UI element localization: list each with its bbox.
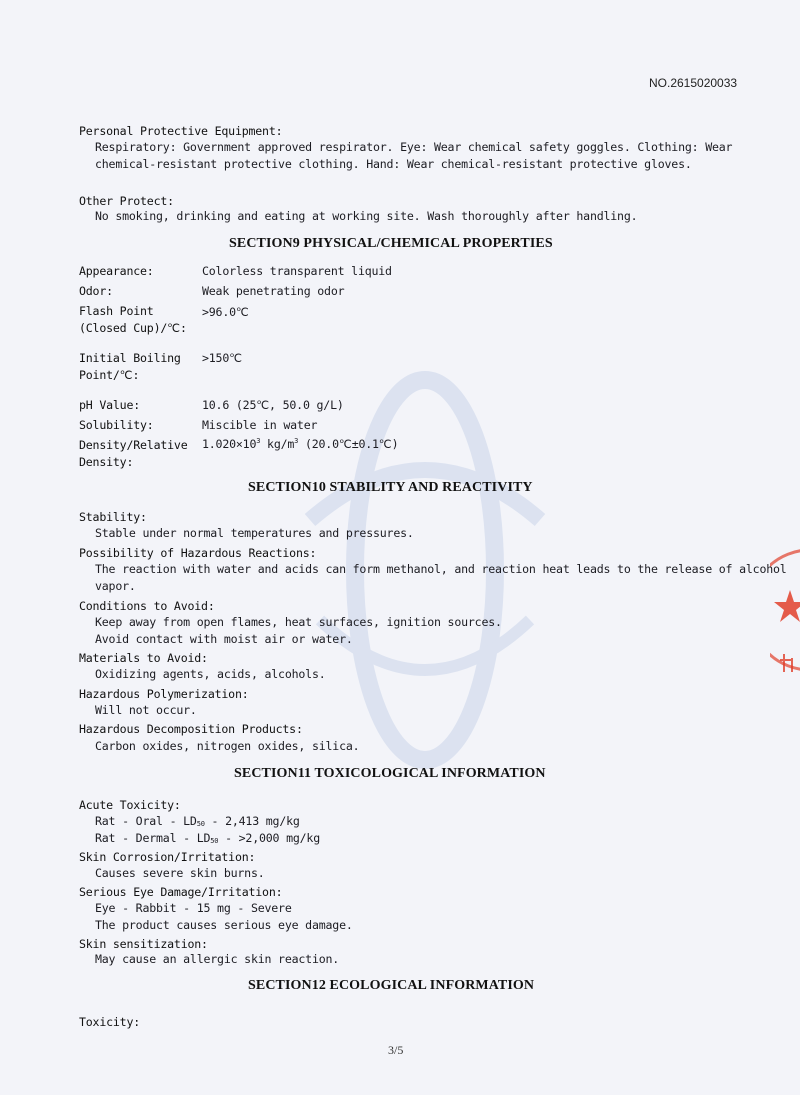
conditions-avoid-label: Conditions to Avoid:	[79, 599, 215, 613]
odor-label: Odor:	[79, 284, 113, 298]
ppe-line-2: chemical-resistant protective clothing. Hand: Wear chemical-resistant protective gloves.	[95, 157, 692, 171]
solubility-label: Solubility:	[79, 418, 154, 432]
hazardous-reactions-line-2: vapor.	[95, 579, 136, 593]
ph-value: 10.6 (25℃, 50.0 g/L)	[202, 398, 344, 412]
polymerization-text: Will not occur.	[95, 703, 197, 717]
boiling-point-label-1: Initial Boiling	[79, 351, 181, 365]
flash-point-label-1: Flash Point	[79, 304, 154, 318]
toxicity-label: Toxicity:	[79, 1015, 141, 1029]
acute-dermal-value: - >2,000 mg/kg	[218, 831, 320, 845]
density-label-1: Density/Relative	[79, 438, 188, 452]
section10-title: SECTION10 STABILITY AND REACTIVITY	[248, 480, 533, 495]
density-value	[202, 437, 398, 451]
other-protect-heading: Other Protect:	[79, 194, 174, 208]
materials-avoid-text: Oxidizing agents, acids, alcohols.	[95, 667, 326, 681]
conditions-avoid-line-2: Avoid contact with moist air or water.	[95, 632, 353, 646]
eye-damage-line-1: Eye - Rabbit - 15 mg - Severe	[95, 901, 292, 915]
flash-point-value: >96.0℃	[202, 305, 249, 319]
acute-toxicity-label: Acute Toxicity:	[79, 798, 181, 812]
acute-dermal-ld50-sub: 50	[210, 837, 219, 845]
sensitization-label: Skin sensitization:	[79, 937, 208, 951]
density-value-unit: kg/m	[260, 437, 295, 451]
ppe-line-1: Respiratory: Government approved respirator. Eye: Wear chemical safety goggles. Clothing: Wear	[95, 140, 733, 154]
density-exponent: 3	[256, 437, 261, 445]
sensitization-text: May cause an allergic skin reaction.	[95, 952, 340, 966]
acute-dermal-prefix: Rat - Dermal - LD	[95, 831, 211, 845]
ppe-heading: Personal Protective Equipment:	[79, 124, 283, 138]
acute-dermal	[95, 831, 320, 845]
other-protect-text: No smoking, drinking and eating at working site. Wash thoroughly after handling.	[95, 209, 638, 223]
section12-title: SECTION12 ECOLOGICAL INFORMATION	[248, 978, 535, 993]
eye-damage-label: Serious Eye Damage/Irritation:	[79, 885, 283, 899]
skin-corrosion-text: Causes severe skin burns.	[95, 866, 265, 880]
density-unit-exponent: 3	[294, 437, 299, 445]
appearance-value: Colorless transparent liquid	[202, 264, 392, 278]
density-label-2: Density:	[79, 455, 134, 469]
materials-avoid-label: Materials to Avoid:	[79, 651, 208, 665]
stability-text: Stable under normal temperatures and pressures.	[95, 526, 414, 540]
stability-label: Stability:	[79, 510, 147, 524]
polymerization-label: Hazardous Polymerization:	[79, 687, 249, 701]
page-number: 3/5	[388, 1043, 404, 1057]
flash-point-label-2: (Closed Cup)/℃:	[79, 321, 187, 335]
odor-value: Weak penetrating odor	[202, 284, 345, 298]
eye-damage-line-2: The product causes serious eye damage.	[95, 918, 353, 932]
section11-title: SECTION11 TOXICOLOGICAL INFORMATION	[234, 766, 546, 781]
density-value-number: 1.020×10	[202, 437, 257, 451]
appearance-label: Appearance:	[79, 264, 154, 278]
seal-stamp	[770, 530, 800, 730]
acute-oral-prefix: Rat - Oral - LD	[95, 814, 197, 828]
decomposition-text: Carbon oxides, nitrogen oxides, silica.	[95, 739, 360, 753]
acute-oral-ld50-sub: 50	[196, 820, 205, 828]
hazardous-reactions-label: Possibility of Hazardous Reactions:	[79, 546, 317, 560]
acute-oral-value: - 2,413 mg/kg	[204, 814, 300, 828]
conditions-avoid-line-1: Keep away from open flames, heat surfaces, ignition sources.	[95, 615, 502, 629]
boiling-point-value: >150℃	[202, 351, 242, 365]
solubility-value: Miscible in water	[202, 418, 318, 432]
acute-oral	[95, 814, 300, 828]
ph-label: pH Value:	[79, 398, 141, 412]
decomposition-label: Hazardous Decomposition Products:	[79, 722, 303, 736]
skin-corrosion-label: Skin Corrosion/Irritation:	[79, 850, 256, 864]
document-number: NO.2615020033	[649, 76, 738, 90]
section9-title: SECTION9 PHYSICAL/CHEMICAL PROPERTIES	[229, 236, 553, 251]
density-value-condition: (20.0℃±0.1℃)	[298, 437, 399, 451]
hazardous-reactions-line-1: The reaction with water and acids can form methanol, and reaction heat leads to the release of alcohol	[95, 562, 787, 576]
boiling-point-label-2: Point/℃:	[79, 368, 140, 382]
